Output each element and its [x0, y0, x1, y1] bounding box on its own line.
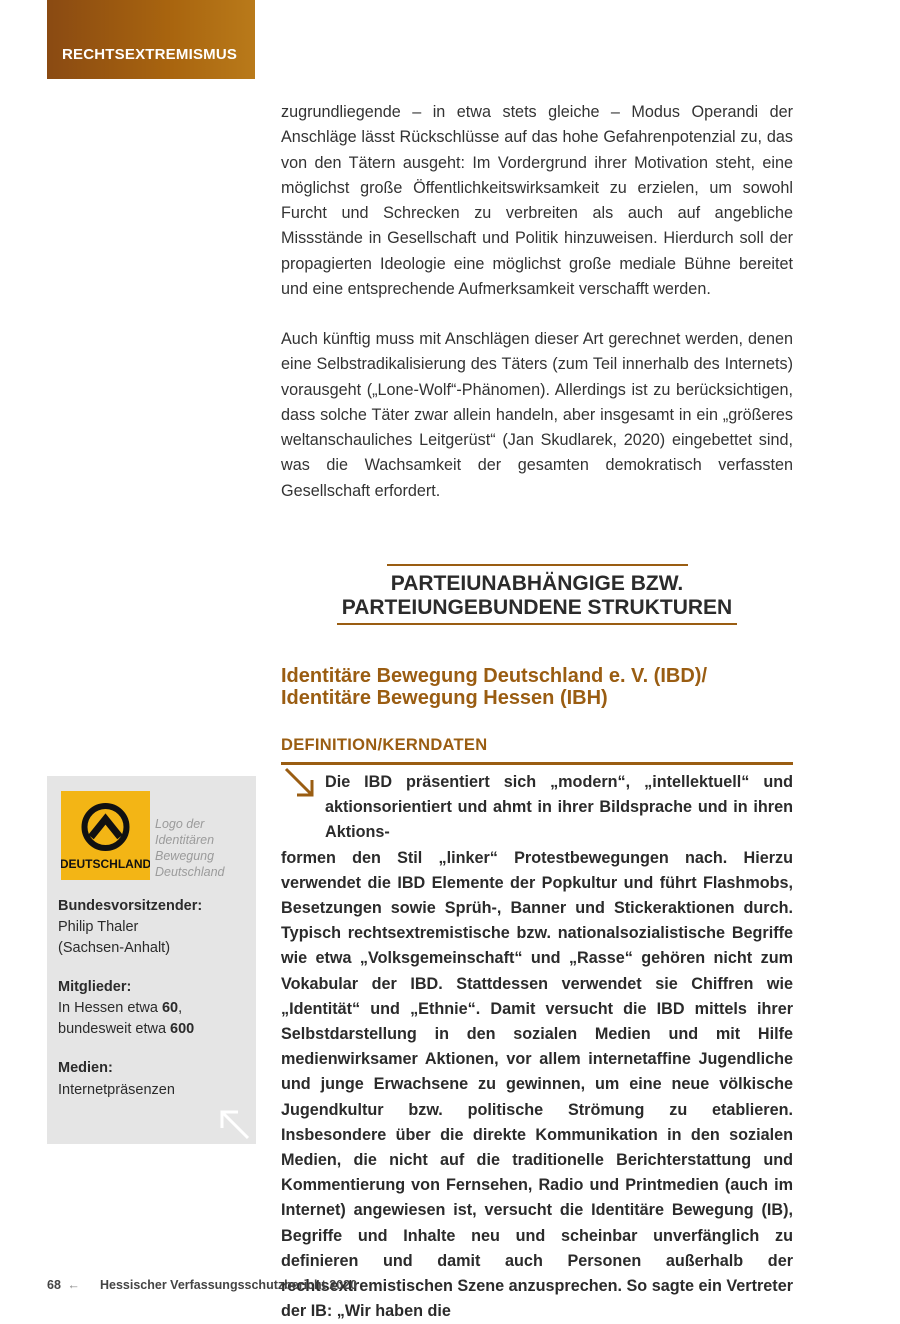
section-rule-top — [387, 564, 688, 566]
chair-region: (Sachsen-Anhalt) — [58, 940, 171, 956]
section-title-line-1: PARTEIUNABHÄNGIGE BZW. — [390, 572, 684, 595]
lambda-logo-icon — [61, 791, 150, 880]
members-federal — [58, 1019, 194, 1040]
back-arrow-icon[interactable]: ← — [67, 1278, 80, 1292]
definition-text — [281, 770, 793, 1324]
chapter-tag-label: RECHTSEXTREMISMUS — [62, 46, 238, 63]
members-hessen-value: 60 — [161, 1000, 179, 1016]
paragraph-1: zugrundliegende – in etwa stets gleiche – Modus Operandi der Anschläge lässt Rückschlüsse auf das hohe Gefahrenpotenzial zu, das von den Tätern ausgeht: Im Vordergrund ihrer Motivation steht, eine möglichst große Öffentlichkeitswirksamkeit zu erzielen, um sowohl Furcht und Schrecken zu verbreiten als auch auf angebliche Missstände in Gesellschaft und Politik hinzuweisen. Hierdurch soll der propagierten Ideologie eine möglichst große mediale Bühne bereitet und eine entsprechende Aufmerksamkeit verschafft werden. — [281, 103, 793, 299]
section-title-line-2: PARTEIUNGEBUNDENE STRUKTUREN — [341, 596, 733, 619]
paragraph-2-container — [281, 327, 793, 504]
definition-subheading: DEFINITION/KERNDATEN — [281, 736, 488, 754]
definition-lead: Die IBD präsentiert sich „modern“, „intellektuell“ und aktionsorientiert und ahmt in ihrer Bildsprache und in ihren Aktions- — [325, 773, 793, 842]
chair-label: Bundesvorsitzender: — [58, 898, 203, 914]
ibd-logo — [61, 791, 150, 880]
logo-caption: Logo der Identitären Bewegung Deutschland — [155, 817, 225, 879]
organization-title-line-1: Identitäre Bewegung Deutschland e. V. (IBD)/ — [281, 665, 707, 687]
definition-body: formen den Stil „linker“ Protestbewegungen nach. Hierzu verwendet die IBD Elemente der Popkultur und führt Flashmobs, Besetzungen sowie Sprüh-, Banner und Stickeraktionen durch. Typisch rechtsextremistische bzw. nationalsozialistische Begriffe wie etwa „Volksgemeinschaft“ und „Rasse“ gehören nicht zum Vokabular der IBD. Stattdessen verwendet sie Chiffren wie „Identität“ und „Ethnie“. Damit versucht die IBD mittels ihrer Selbstdarstellung in den sozialen Medien und mit Hilfe medienwirksamer Aktionen, vor allem internetaffine Jugendliche und junge Erwachsene zu gewinnen, um eine neue völkische Jugendkultur bzw. politische Strömung zu etablieren. Insbesondere über die direkte Kommunikation in den sozialen Medien, die nicht auf die traditionelle Berichterstattung und Kommentierung von Fernsehen, Radio und Printmedien (auch im Internet) angewiesen ist, versucht die Identitäre Bewegung (IB), Begriffe und Inhalte neu und scheinbar unverfänglich zu definieren und damit auch Personen außerhalb der rechtsextremistischen Szene anzusprechen. So sagte ein Vertreter der IB: „Wir haben die — [281, 848, 793, 1321]
definition-rule — [281, 762, 793, 765]
paragraph-2: Auch künftig muss mit Anschlägen dieser Art gerechnet werden, denen eine Selbstradikalisierung des Täters (zum Teil innerhalb des Internets) vorausgeht („Lone-Wolf“-Phänomen). Allerdings ist zu berücksichtigen, dass solche Täter zwar allein handeln, aber insgesamt in ein „größeres weltanschauliches Leitgerüst“ (Jan Skudlarek, 2020) eingebettet sind, was die Wachsamkeit der gesamten demokratisch verfassten Gesellschaft erfordert. — [281, 330, 793, 500]
members-hessen: In Hessen etwa 60, — [58, 1000, 183, 1016]
logo-wordmark: DEUTSCHLAND — [61, 857, 150, 871]
page-footer — [47, 1278, 358, 1292]
members-federal-prefix: bundesweit etwa — [58, 1021, 171, 1037]
section-rule-bottom — [337, 623, 737, 625]
organization-title — [281, 665, 821, 709]
fact-box — [47, 776, 256, 1144]
paragraph-1-container — [281, 100, 793, 302]
chair-name: Philip Thaler — [58, 919, 139, 935]
members-label: Mitglieder: — [58, 979, 132, 995]
members-federal-value: 600 — [170, 1021, 195, 1037]
media-label: Medien: — [58, 1060, 113, 1076]
media-value: Internetpräsenzen — [58, 1082, 175, 1098]
publication-title: Hessischer Verfassungsschutzbericht 2020 — [100, 1278, 358, 1292]
arrow-up-left-icon — [216, 1106, 252, 1142]
section-title — [281, 572, 793, 620]
chapter-tag — [47, 0, 255, 79]
members-hessen-prefix: In Hessen etwa — [58, 1000, 162, 1016]
organization-title-line-2: Identitäre Bewegung Hessen (IBH) — [281, 687, 608, 709]
page-number: 68 — [47, 1278, 61, 1292]
